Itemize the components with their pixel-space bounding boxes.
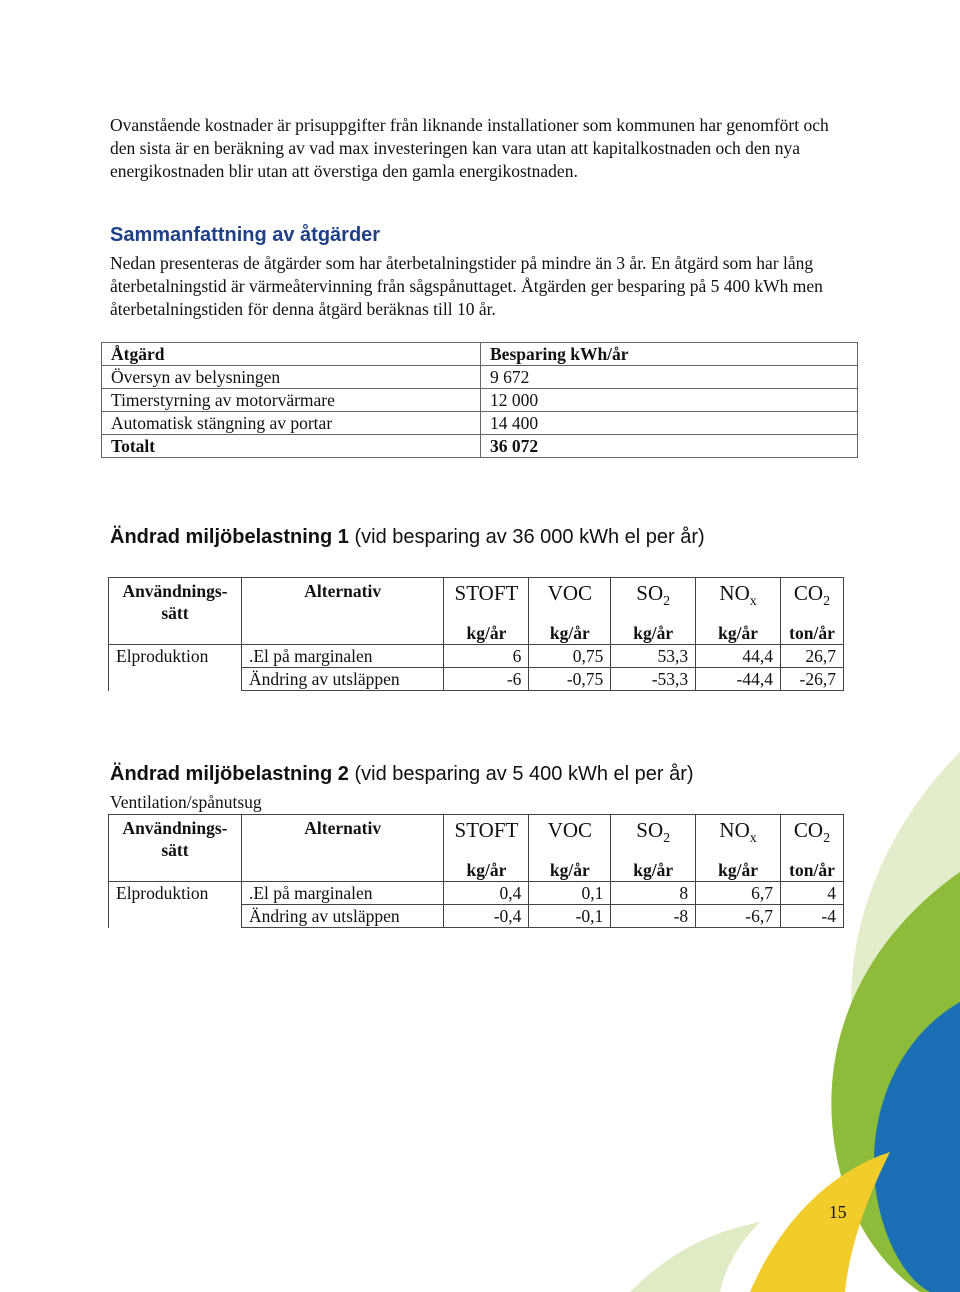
usage-cell: Elproduktion (109, 882, 242, 905)
value-cell: 6,7 (696, 882, 781, 905)
section-heading-env2 (110, 763, 694, 786)
table-row (102, 412, 858, 435)
value-cell: -0,1 (529, 905, 611, 928)
pollutant-header (611, 578, 696, 623)
env2-subtitle: Ventilation/spånutsug (110, 792, 262, 812)
measure-name: Timerstyrning av motorvärmare (102, 389, 481, 412)
alternative-cell: .El på marginalen (241, 645, 444, 668)
table-row (109, 905, 844, 928)
measure-saving: 12 000 (481, 389, 858, 412)
value-cell: -0,4 (444, 905, 529, 928)
intro-paragraph: Ovanstående kostnader är prisuppgifter från liknande installationer som kommunen har genomfört och den sista är en beräkning av vad max investeringen kan vara utan att kapitalkostnaden och den nya energikostnaden blir utan att överstiga den gamla energikostnaden. (110, 115, 829, 181)
pollutant-header (696, 815, 781, 860)
table-row (109, 645, 844, 668)
value-cell: 26,7 (781, 645, 844, 668)
pollutant-name: CO (793, 818, 824, 842)
pollutant-subscript: 2 (663, 594, 671, 610)
env2-table (108, 814, 844, 928)
env1-header-row (109, 578, 844, 623)
unit-label: kg/år (444, 859, 529, 882)
pollutant-subscript: x (749, 594, 757, 610)
unit-label: kg/år (444, 622, 529, 645)
unit-label: kg/år (529, 622, 611, 645)
pollutant-name: CO (793, 581, 824, 605)
value-cell: -6 (444, 668, 529, 691)
col-alternative-header: Alternativ (241, 578, 444, 645)
pollutant-name: VOC (547, 581, 593, 605)
measures-table (101, 342, 858, 458)
table-total-row (102, 435, 858, 458)
pollutant-header (781, 815, 844, 860)
value-cell: 0,1 (529, 882, 611, 905)
page-number: 15 (829, 1202, 847, 1222)
header-cell: Besparing kWh/år (481, 343, 858, 366)
value-cell: 44,4 (696, 645, 781, 668)
table-row (102, 389, 858, 412)
unit-label: ton/år (781, 622, 844, 645)
section-heading-summary: Sammanfattning av åtgärder (110, 224, 381, 246)
pollutant-subscript: 2 (663, 831, 671, 847)
unit-label: kg/år (611, 859, 696, 882)
value-cell: -8 (611, 905, 696, 928)
section-heading-env1 (110, 526, 705, 549)
table-header-row (102, 343, 858, 366)
unit-label: kg/år (696, 859, 781, 882)
summary-paragraph: Nedan presenteras de åtgärder som har återbetalningstider på mindre än 3 år. En åtgärd som har lång återbetalningstid är värmeåtervinning från sågspånuttaget. Åtgärden ger besparing på 5 400 kWh men återbetalningstiden för denna åtgärd beräknas till 10 år. (110, 253, 823, 319)
col-alternative-header: Alternativ (241, 815, 444, 882)
pollutant-subscript: 2 (823, 831, 831, 847)
table-row (102, 366, 858, 389)
value-cell: -26,7 (781, 668, 844, 691)
pollutant-header (696, 578, 781, 623)
header-cell: Åtgärd (102, 343, 481, 366)
value-cell: -53,3 (611, 668, 696, 691)
value-cell: -6,7 (696, 905, 781, 928)
pollutant-name: STOFT (454, 818, 519, 842)
pollutant-name: STOFT (454, 581, 519, 605)
measure-saving: 9 672 (481, 366, 858, 389)
value-cell: -44,4 (696, 668, 781, 691)
col-usage-header: Användnings- sätt (109, 815, 242, 882)
value-cell: -0,75 (529, 668, 611, 691)
usage-cell (109, 668, 242, 691)
value-cell: 4 (781, 882, 844, 905)
value-cell: -4 (781, 905, 844, 928)
measure-saving: 14 400 (481, 412, 858, 435)
value-cell: 53,3 (611, 645, 696, 668)
env1-heading-rest: (vid besparing av 36 000 kWh el per år) (348, 526, 705, 548)
pollutant-header (529, 815, 611, 860)
unit-label: ton/år (781, 859, 844, 882)
total-value: 36 072 (481, 435, 858, 458)
unit-label: kg/år (529, 859, 611, 882)
pollutant-name: SO (636, 818, 664, 842)
pollutant-subscript: 2 (823, 594, 831, 610)
usage-cell (109, 905, 242, 928)
pollutant-header (444, 815, 529, 860)
measure-name: Översyn av belysningen (102, 366, 481, 389)
col-usage-header: Användnings- sätt (109, 578, 242, 645)
value-cell: 0,75 (529, 645, 611, 668)
pollutant-subscript: x (749, 831, 757, 847)
pollutant-header (444, 578, 529, 623)
env2-heading-rest: (vid besparing av 5 400 kWh el per år) (348, 763, 694, 785)
table-row (109, 882, 844, 905)
alternative-cell: Ändring av utsläppen (241, 905, 444, 928)
pollutant-name: NO (719, 581, 750, 605)
pollutant-name: VOC (547, 818, 593, 842)
table-row (109, 668, 844, 691)
usage-cell: Elproduktion (109, 645, 242, 668)
env2-header-row (109, 815, 844, 860)
pollutant-header (529, 578, 611, 623)
env1-table (108, 577, 844, 691)
pollutant-name: NO (719, 818, 750, 842)
pollutant-header (781, 578, 844, 623)
pollutant-header (611, 815, 696, 860)
measure-name: Automatisk stängning av portar (102, 412, 481, 435)
unit-label: kg/år (696, 622, 781, 645)
value-cell: 6 (444, 645, 529, 668)
env2-heading-bold: Ändrad miljöbelastning 2 (110, 763, 349, 785)
pollutant-name: SO (636, 581, 664, 605)
unit-label: kg/år (611, 622, 696, 645)
total-label: Totalt (102, 435, 481, 458)
env1-heading-bold: Ändrad miljöbelastning 1 (110, 526, 349, 548)
alternative-cell: .El på marginalen (241, 882, 444, 905)
alternative-cell: Ändring av utsläppen (241, 668, 444, 691)
value-cell: 8 (611, 882, 696, 905)
value-cell: 0,4 (444, 882, 529, 905)
